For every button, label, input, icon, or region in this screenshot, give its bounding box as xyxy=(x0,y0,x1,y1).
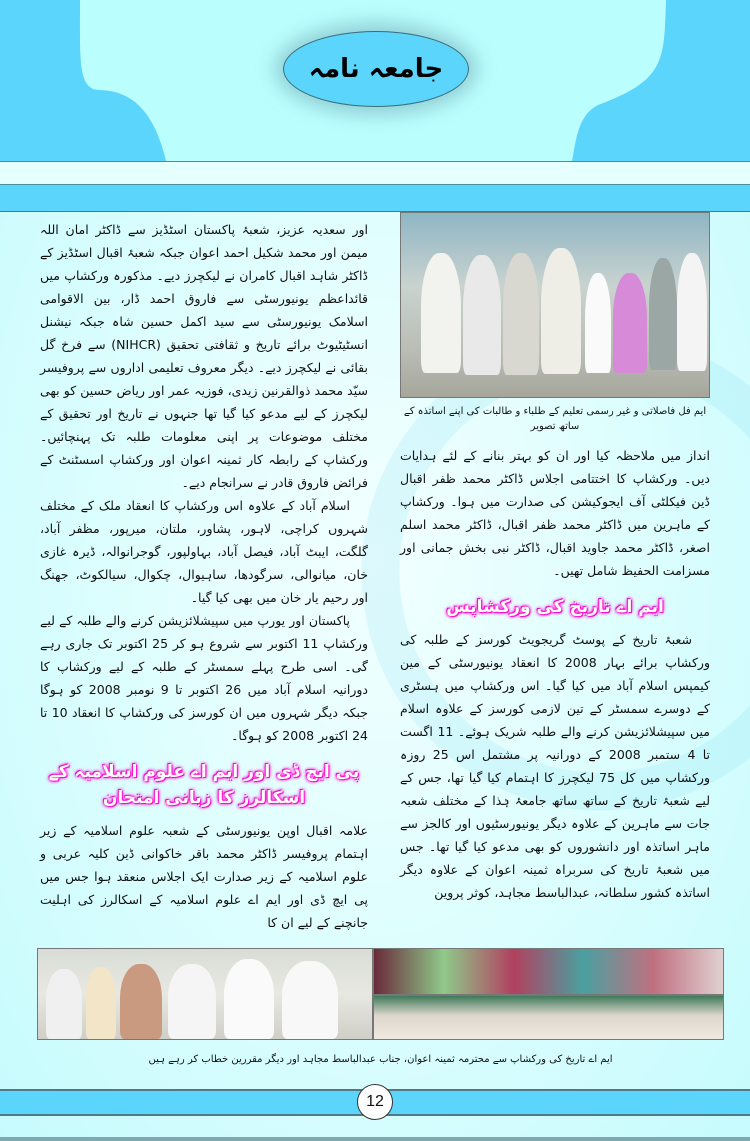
right-column xyxy=(400,212,710,934)
audience-photos xyxy=(373,948,724,1040)
page-title: جامعہ نامہ xyxy=(283,31,469,107)
paragraph: علامہ اقبال اوپن یونیورسٹی کے شعبہ علوم اسلامیہ کے زیر اہتمام پروفیسر ڈاکٹر محمد باقر خاکوانی ڈین کلیہ عربی و علوم اسلامیہ کے زیر صدارت ایک اجلاس منعقد ہوا جس میں پی ایچ ڈی اور ایم اے علوم اسلامیہ کے اسکالرز کی اہلیت جانچنے کے لیے ان کا xyxy=(40,823,368,930)
group-photo-caption: ایم فل فاصلاتی و غیر رسمی تعلیم کے طلباء و طالبات کی اپنے اساتذہ کے ساتھ تصویر xyxy=(403,406,707,432)
left-column-text xyxy=(40,218,368,747)
bottom-photo-section xyxy=(0,934,750,1067)
section-heading-phd-exam: پی ایچ ڈی اور ایم اے علوم اسلامیہ کے اسکالرز کا زبانی امتحان xyxy=(48,762,360,808)
right-column-text-2 xyxy=(400,628,710,904)
group-photo xyxy=(400,212,710,398)
paragraph: اور سعدیہ عزیز، شعبۂ پاکستان اسٹڈیز سے ڈاکٹر امان اللہ میمن اور محمد شکیل احمد اعوان جبکہ شعبۂ اقبال اسٹڈیز کے ڈاکٹر شاہد اقبال کامران نے لیکچرز دیے۔ مذکورہ ورکشاپ میں قائداعظم یونیورسٹی سے فاروق احمد ڈار، بین الاقوامی اسلامک یونیورسٹی سے سید اکمل حسین شاہ جبکہ نیشنل انسٹیٹیوٹ برائے تاریخ و ثقافتی تحقیق (NIHCR) سے فرخ گل بقائی نے لیکچرز دیے۔ دیگر معروف تعلیمی اداروں سے پروفیسر سیّد محمد ذوالقرنین زیدی، فوزیہ عمر اور ریاض حسین کو بھی لیکچرز کے لیے مدعو کیا گیا تھا جنہوں نے تاریخ اور تحقیق کے مختلف موضوعات پر اپنی معلومات طلبہ تک پہنچائیں۔ ورکشاپ کے رابطہ کار ثمینہ اعوان اور ورکشاپ اسسٹنٹ کے فرائض فاروق قادر نے سرانجام دیے۔ xyxy=(40,222,368,490)
speakers-photo xyxy=(37,948,373,1040)
footer-line xyxy=(0,1137,750,1141)
header-stripe-blue xyxy=(0,185,750,212)
header-stripe xyxy=(0,162,750,185)
audience-photo-women xyxy=(373,948,724,995)
right-column-text-1 xyxy=(400,444,710,582)
paragraph: اسلام آباد کے علاوہ اس ورکشاپ کا انعقاد ملک کے مختلف شہروں کراچی، لاہور، پشاور، ملتان، میرپور، مظفر آباد، گلگت، ایبٹ آباد، فیصل آباد، بہاولپور، گوجرانوالہ، ڈیرہ غازی خان، میانوالی، سرگودھا، ساہیوال، چکوال، سیالکوٹ، جھنگ اور رحیم یار خان میں بھی کیا گیا۔ xyxy=(40,498,368,605)
bottom-photo-caption: ایم اے تاریخ کی ورکشاپ سے محترمہ ثمینہ اعوان، جناب عبدالباسط مجاہد اور دیگر مقررین خطاب کر رہے ہیں xyxy=(148,1054,613,1065)
left-column-text-2 xyxy=(40,819,368,934)
audience-photo-men xyxy=(373,995,724,1040)
left-column xyxy=(40,212,368,934)
paragraph: پاکستان اور یورپ میں سپیشلائزیشن کرنے والے طلبہ کے لیے ورکشاپ 11 اکتوبر سے شروع ہو کر 25 اکتوبر تک جاری رہے گی۔ اسی طرح پہلے سمسٹر کے طلبہ کے لیے ورکشاپ کا دورانیہ اسلام آباد میں 26 اکتوبر تا 9 نومبر 2008 کو ہوگا جبکہ دیگر شہروں میں ان کورسز کی ورکشاپ کا انعقاد 10 تا 24 اکتوبر 2008 کو ہوگا۔ xyxy=(40,613,368,743)
page-footer xyxy=(0,1081,750,1141)
page-header xyxy=(0,0,750,212)
article-body xyxy=(0,212,750,934)
section-heading-ma-history: ایم اے تاریخ کی ورکشاپس xyxy=(446,597,664,617)
paragraph: انداز میں ملاحظہ کیا اور ان کو بہتر بنانے کے لئے ہدایات دیں۔ ورکشاپ کا اختتامی اجلاس ڈاکٹر محمد ظفر اقبال ڈین فیکلٹی آف ایجوکیشن کی صدارت میں ہوا۔ ورکشاپ کے ماہرین میں ڈاکٹر محمد ظفر اقبال، ڈاکٹر محمد اسلم اصغر، ڈاکٹر محمد جاوید اقبال، ڈاکٹر نبی بخش جمانی اور مسزامت الحفیظ شامل تھیں۔ xyxy=(400,448,710,578)
paragraph: شعبۂ تاریخ کے پوسٹ گریجویٹ کورسز کے طلبہ کی ورکشاپ برائے بہار 2008 کا انعقاد یونیورسٹی کے مین کیمپس اسلام آباد میں کیا گیا۔ اس ورکشاپ میں ہسٹری کے دوسرے سمسٹر کے تین لازمی کورسز کے علاوہ اسلام میں سپیشلائزیشن کرنے والے طلبہ شریک ہوئے۔ 11 اگست تا 4 ستمبر 2008 کے دورانیہ پر مشتمل اس 25 روزہ ورکشاپ میں کل 75 لیکچرز کا اہتمام کیا گیا تھا، جس کے لیے شعبۂ تاریخ کے ساتھ ساتھ جامعۂ ہٰذا کے مختلف شعبہ جات سے ماہرین کے علاوہ دیگر یونیورسٹیوں اور کالجز سے ماہر اساتذہ اور دانشوروں کو بھی مدعو کیا گیا تھا۔ جس میں شعبۂ تاریخ کی سربراہ ثمینہ اعوان کے علاوہ دیگر اساتذہ کشور سلطانہ، عبدالباسط مجاہد، کوثر پروین xyxy=(400,632,710,900)
bottom-photos xyxy=(37,948,724,1040)
page-number: 12 xyxy=(357,1084,393,1120)
